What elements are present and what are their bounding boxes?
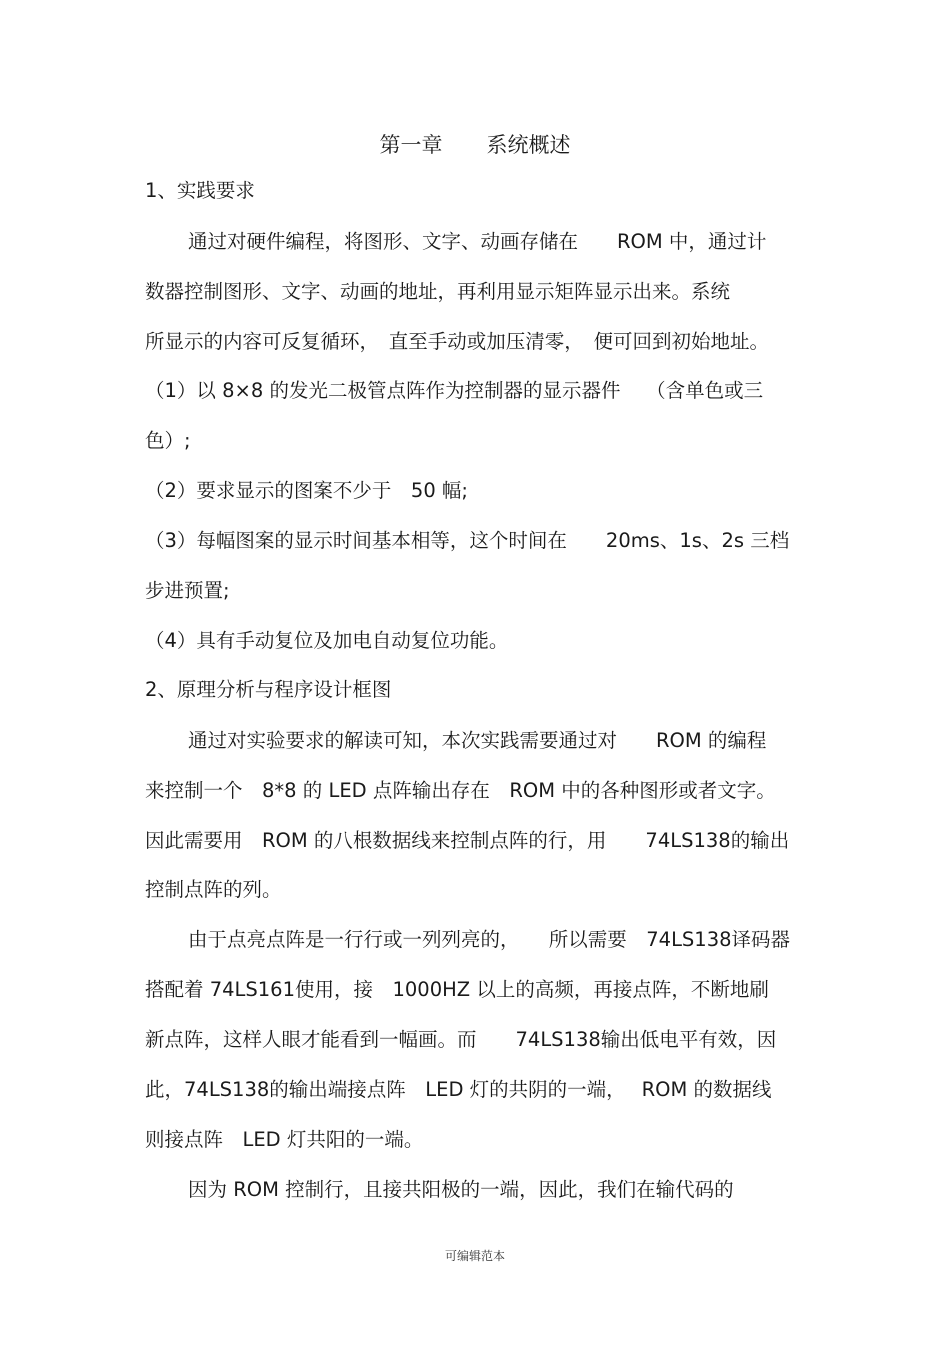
paragraph-line: 通过对硬件编程，将图形、文字、动画存储在 ROM 中，通过计: [188, 230, 767, 253]
paragraph-line: 来控制一个 8*8 的 LED 点阵输出存在 ROM 中的各种图形或者文字。: [145, 779, 776, 802]
paragraph-line: 色）;: [145, 429, 191, 452]
chapter-title: [0, 132, 950, 158]
paragraph-line: 搭配着 74LS161使用，接 1000HZ 以上的高频，再接点阵，不断地刷: [145, 978, 769, 1001]
paragraph-line: 通过对实验要求的解读可知，本次实践需要通过对 ROM 的编程: [188, 729, 767, 752]
paragraph-line: 所显示的内容可反复循环， 直至手动或加压清零， 便可回到初始地址。: [145, 330, 770, 353]
paragraph-line: 数器控制图形、文字、动画的地址，再利用显示矩阵显示出来。系统: [145, 280, 731, 303]
paragraph-line: 控制点阵的列。: [145, 878, 282, 901]
chapter-number: 第一章: [379, 133, 443, 157]
list-item: （1）以 8×8 的发光二极管点阵作为控制器的显示器件 （含单色或三: [145, 379, 764, 402]
paragraph-line: 新点阵，这样人眼才能看到一幅画。而 74LS138输出低电平有效，因: [145, 1028, 777, 1051]
paragraph-line: 由于点亮点阵是一行行或一列列亮的， 所以需要 74LS138译码器: [188, 928, 791, 951]
page-footer: 可编辑范本: [444, 1249, 505, 1263]
paragraph-line: 此，74LS138的输出端接点阵 LED 灯的共阴的一端， ROM 的数据线: [145, 1078, 772, 1101]
section-heading: 1、实践要求: [145, 179, 255, 202]
chapter-name: 系统概述: [486, 133, 571, 157]
list-item: （2）要求显示的图案不少于 50 幅;: [145, 479, 468, 502]
paragraph-line: 则接点阵 LED 灯共阳的一端。: [145, 1128, 424, 1151]
section-heading: 2、原理分析与程序设计框图: [145, 678, 392, 701]
paragraph-line: 步进预置;: [145, 579, 230, 602]
paragraph-line: 因此需要用 ROM 的八根数据线来控制点阵的行，用 74LS138的输出: [145, 829, 790, 852]
paragraph-line: 因为 ROM 控制行，且接共阳极的一端，因此，我们在输代码的: [188, 1178, 734, 1201]
list-item: （4）具有手动复位及加电自动复位功能。: [145, 629, 509, 652]
list-item: （3）每幅图案的显示时间基本相等，这个时间在 20ms、1s、2s 三档: [145, 529, 790, 552]
